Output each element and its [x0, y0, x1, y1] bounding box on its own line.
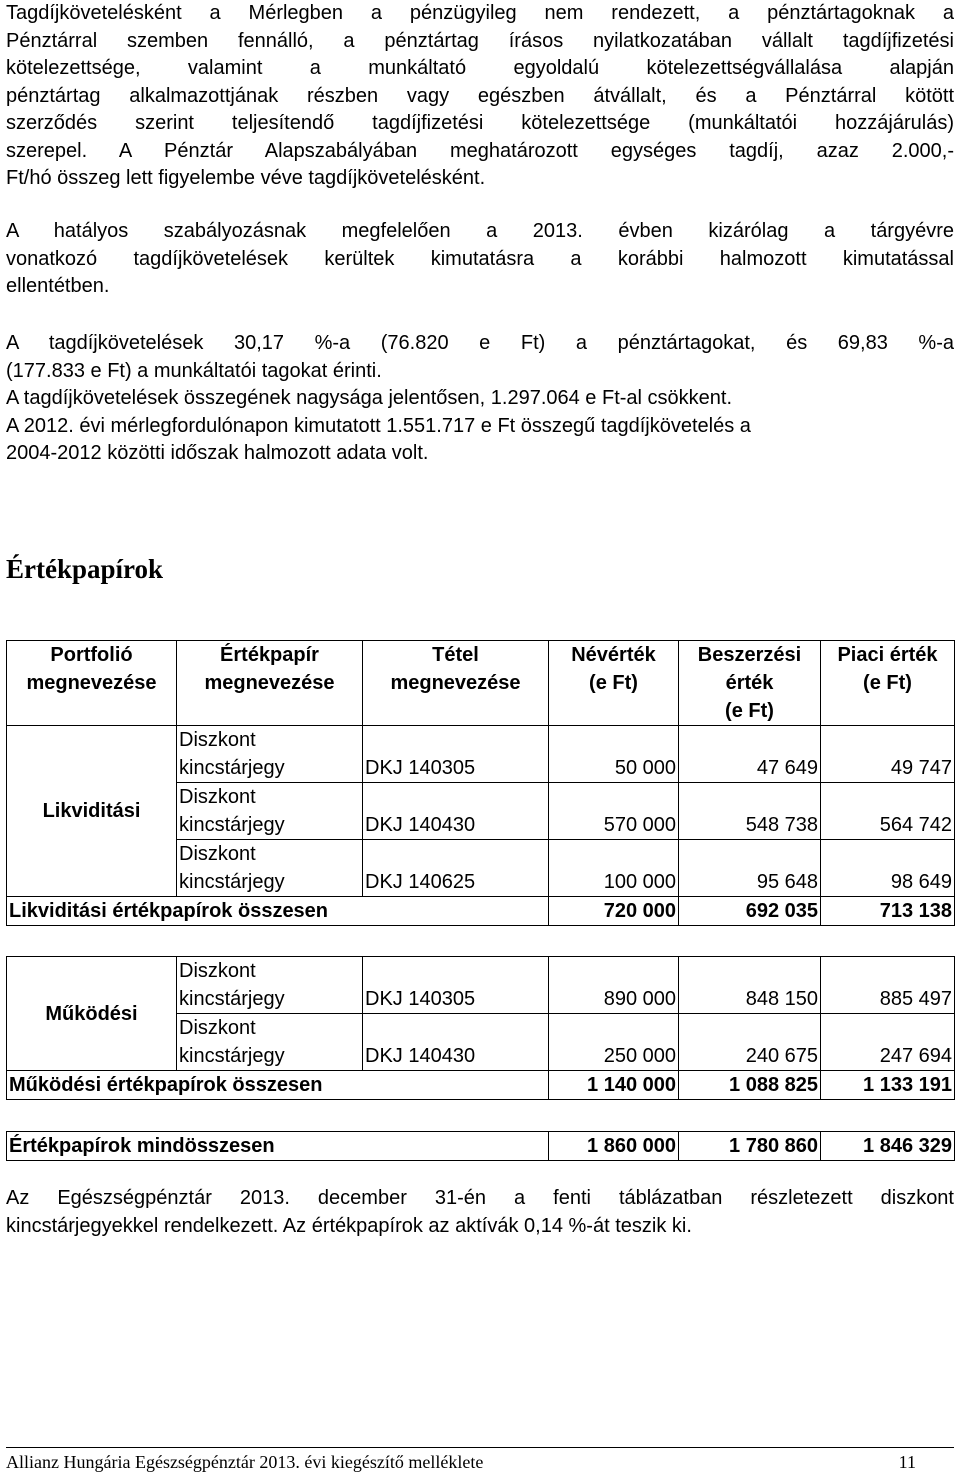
grand-total-table	[6, 1131, 955, 1161]
item-name: DKJ 140430	[363, 783, 549, 840]
text-line: A hatályos szabályozásnak megfelelően a 2013. évben kizárólag a tárgyévre	[6, 220, 954, 242]
page-footer	[6, 1452, 954, 1473]
total-cost-value: 1 088 825	[679, 1071, 821, 1100]
grand-total-row	[7, 1132, 955, 1161]
text-line: (177.833 e Ft) a munkáltatói tagokat érinti.	[6, 359, 382, 382]
portfolio-liquidity: Likviditási	[7, 726, 177, 897]
paragraph-securities-summary	[6, 1185, 954, 1240]
cost-value: 548 738	[679, 783, 821, 840]
header-portfolio: Portfolió megnevezése	[7, 641, 177, 726]
header-cost: Beszerzési érték (e Ft)	[679, 641, 821, 726]
text-line: A tagdíjkövetelések összegének nagysága jelentősen, 1.297.064 e Ft-al csökkent.	[6, 387, 733, 409]
text-line: A tagdíjkövetelések 30,17 %-a (76.820 e Ft) a pénztártagokat, és 69,83 %-a	[6, 332, 954, 354]
text-line: szerződés szerint teljesítendő tagdíjfizetési kötelezettsége (munkáltatói hozzájárulás)	[6, 112, 954, 134]
header-item: Tétel megnevezése	[363, 641, 549, 726]
paragraph-regulation	[6, 218, 954, 301]
securities-table	[6, 640, 955, 926]
market-value: 564 742	[821, 783, 955, 840]
text-line: Tagdíjkövetelésként a Mérlegben a pénzügyileg nem rendezett, a pénztártagoknak a	[6, 2, 954, 24]
paragraph-membership-fee-receivables	[6, 0, 954, 193]
face-value: 50 000	[549, 726, 679, 783]
text-line: A 2012. évi mérlegfordulónapon kimutatott 1.551.717 e Ft összegű tagdíjkövetelés a	[6, 414, 751, 437]
item-name: DKJ 140305	[363, 726, 549, 783]
section-heading: Értékpapírok	[6, 554, 164, 584]
total-market-value: 713 138	[821, 897, 955, 926]
table-row	[7, 957, 955, 1014]
security-name: Diszkont kincstárjegy	[177, 783, 363, 840]
text-line: vonatkozó tagdíjkövetelések kerültek kimutatásra a korábbi halmozott kimutatással	[6, 247, 954, 270]
total-cost-value: 692 035	[679, 897, 821, 926]
grand-total-cost-value: 1 780 860	[679, 1132, 821, 1161]
total-face-value: 720 000	[549, 897, 679, 926]
face-value: 890 000	[549, 957, 679, 1014]
face-value: 250 000	[549, 1014, 679, 1071]
security-name: Diszkont kincstárjegy	[177, 840, 363, 897]
text-line: kincstárjegyekkel rendelkezett. Az értékpapírok az aktívák 0,14 %-át teszik ki.	[6, 1214, 692, 1237]
market-value: 247 694	[821, 1014, 955, 1071]
cost-value: 240 675	[679, 1014, 821, 1071]
operating-total-row	[7, 1071, 955, 1100]
market-value: 885 497	[821, 957, 955, 1014]
item-name: DKJ 140305	[363, 957, 549, 1014]
text-line: Az Egészségpénztár 2013. december 31-én a fenti táblázatban részletezett diszkont	[6, 1187, 954, 1209]
text-line: szerepel. A Pénztár Alapszabályában meghatározott egységes tagdíj, azaz 2.000,-	[6, 139, 954, 162]
total-market-value: 1 133 191	[821, 1071, 955, 1100]
total-label: Likviditási értékpapírok összesen	[7, 897, 549, 926]
text-line: kötelezettsége, valamint a munkáltató egyoldalú kötelezettségvállalása alapján	[6, 57, 954, 79]
security-name: Diszkont kincstárjegy	[177, 726, 363, 783]
total-label: Működési értékpapírok összesen	[7, 1071, 549, 1100]
text-line: ellentétben.	[6, 275, 110, 297]
text-line: pénztártag alkalmazottjának részben vagy egészben átvállalt, és a Pénztárral kötött	[6, 84, 954, 107]
security-name: Diszkont kincstárjegy	[177, 1014, 363, 1071]
text-line: Pénztárral szemben fennálló, a pénztártag írásos nyilatkozatában vállalt tagdíjfizetési	[6, 29, 954, 52]
text-line: 2004-2012 közötti időszak halmozott adata volt.	[6, 442, 429, 464]
liquidity-total-row	[7, 897, 955, 926]
security-name: Diszkont kincstárjegy	[177, 957, 363, 1014]
text-line: Ft/hó összeg lett figyelembe véve tagdíjkövetelésként.	[6, 167, 486, 189]
footer-divider	[6, 1447, 954, 1448]
header-market-value: Piaci érték (e Ft)	[821, 641, 955, 726]
paragraph-receivable-breakdown	[6, 330, 954, 468]
market-value: 98 649	[821, 840, 955, 897]
footer-title: Allianz Hungária Egészségpénztár 2013. évi kiegészítő melléklete	[6, 1452, 484, 1472]
grand-total-face-value: 1 860 000	[549, 1132, 679, 1161]
cost-value: 47 649	[679, 726, 821, 783]
cost-value: 95 648	[679, 840, 821, 897]
face-value: 570 000	[549, 783, 679, 840]
page-number: 11	[898, 1452, 916, 1472]
table-header-row	[7, 641, 955, 726]
market-value: 49 747	[821, 726, 955, 783]
item-name: DKJ 140625	[363, 840, 549, 897]
face-value: 100 000	[549, 840, 679, 897]
header-security: Értékpapír megnevezése	[177, 641, 363, 726]
total-face-value: 1 140 000	[549, 1071, 679, 1100]
grand-total-market-value: 1 846 329	[821, 1132, 955, 1161]
item-name: DKJ 140430	[363, 1014, 549, 1071]
operating-securities-table	[6, 956, 955, 1100]
cost-value: 848 150	[679, 957, 821, 1014]
grand-total-label: Értékpapírok mindösszesen	[7, 1132, 549, 1161]
header-face-value: Névérték (e Ft)	[549, 641, 679, 726]
portfolio-operating: Működési	[7, 957, 177, 1071]
table-row	[7, 726, 955, 783]
